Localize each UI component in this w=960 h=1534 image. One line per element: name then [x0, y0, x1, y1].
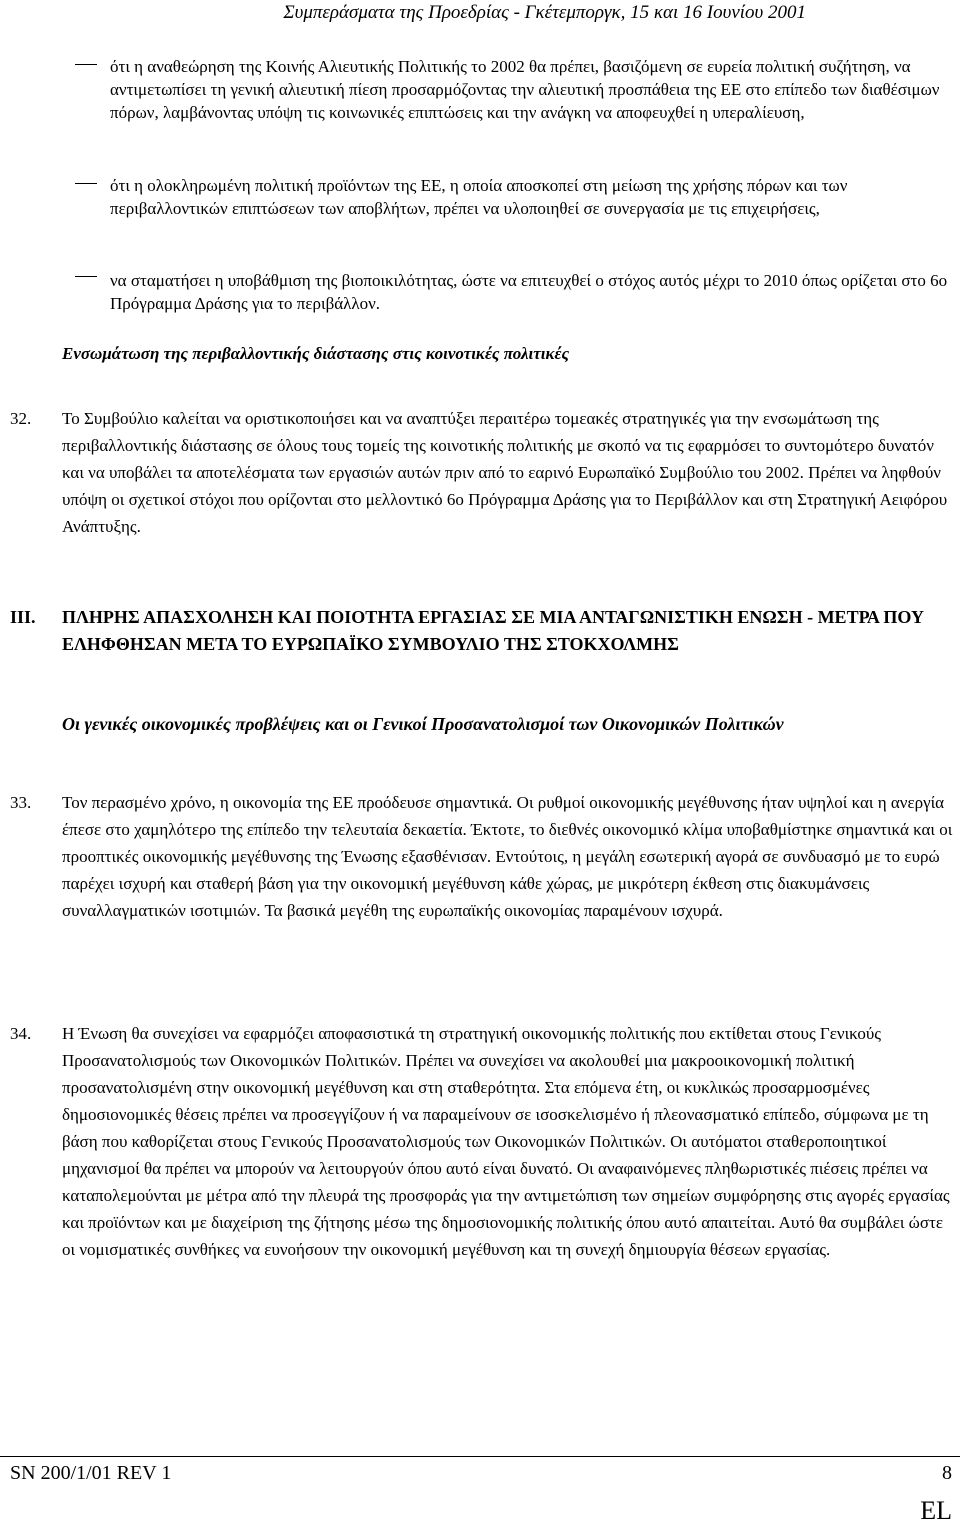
paragraph-number: 34.	[10, 1024, 32, 1043]
subheading-environment-integration: Ενσωμάτωση της περιβαλλοντικής διάστασης στις κοινοτικές πολιτικές	[62, 344, 570, 363]
section-number: III.	[10, 607, 36, 627]
bullet-dash	[75, 183, 97, 184]
subheading-economic-forecasts: Οι γενικές οικονομικές προβλέψεις και οι Γενικοί Προσανατολισμοί των Οικονομικών Πολιτικών	[62, 714, 784, 734]
language-code: EL	[920, 1496, 952, 1525]
running-header: Συμπεράσματα της Προεδρίας - Γκέτεμποργκ, 15 και 16 Ιουνίου 2001	[283, 2, 806, 23]
bullet-dash	[75, 64, 97, 65]
section-title: ΠΛΗΡΗΣ ΑΠΑΣΧΟΛΗΣΗ ΚΑΙ ΠΟΙΟΤΗΤΑ ΕΡΓΑΣΙΑΣ ΣΕ ΜΙΑ ΑΝΤΑΓΩΝΙΣΤΙΚΗ ΕΝΩΣΗ - ΜΕΤΡΑ ΠΟΥ ΕΛΗΦΘΗΣΑΝ ΜΕΤΑ ΤΟ ΕΥΡΩΠΑΪΚΟ ΣΥΜΒΟΥΛΙΟ ΤΗΣ ΣΤΟΚΧΟΛΜΗΣ	[62, 607, 924, 654]
paragraph-number: 33.	[10, 793, 32, 812]
page-number: 8	[942, 1462, 952, 1484]
bullet-item: ότι η ολοκληρωμένη πολιτική προϊόντων της ΕΕ, η οποία αποσκοπεί στη μείωση της χρήσης πόρων και των περιβαλλοντικών επιπτώσεων των αποβλήτων, πρέπει να υλοποιηθεί σε συνεργασία με τις επιχειρήσεις,	[110, 176, 848, 218]
bullet-item: να σταματήσει η υποβάθμιση της βιοποικιλότητας, ώστε να επιτευχθεί ο στόχος αυτός μέχρι το 2010 όπως ορίζεται στο 6ο Πρόγραμμα Δράσης για το περιβάλλον.	[110, 271, 948, 313]
paragraph-33: Τον περασμένο χρόνο, η οικονομία της ΕΕ προόδευσε σημαντικά. Οι ρυθμοί οικονομικής μεγέθυνσης ήταν υψηλοί και η ανεργία έπεσε στο χαμηλότερο της επίπεδο την τελευταία δεκαετία. Έκτοτε, το διεθνές οικονομικό κλίμα υποβαθμίστηκε σημαντικά και οι προοπτικές οικονομικής μεγέθυνσης της Ένωσης εξασθένισαν. Εντούτοις, η μεγάλη εσωτερική αγορά σε συνδυασμό με το ευρώ παρέχει ισχυρή και σταθερή βάση για την οικονομική μεγέθυνση κάθε χώρας, με μικρότερη έκθεση στις διακυμάνσεις συναλλαγματικών ισοτιμιών. Τα βασικά μεγέθη της ευρωπαϊκής οικονομίας παραμένουν ισχυρά.	[62, 793, 953, 920]
paragraph-34: Η Ένωση θα συνεχίσει να εφαρμόζει αποφασιστικά τη στρατηγική οικονομικής πολιτικής που εκτίθεται στους Γενικούς Προσανατολισμούς των Οικονομικών Πολιτικών. Πρέπει να συνεχίσει να ακολουθεί μια μακροοικονομική πολιτική προσανατολισμένη στην οικονομική μεγέθυνση και στη σταθερότητα. Στα επόμενα έτη, οι κυκλικώς προσαρμοσμένες δημοσιονομικές θέσεις πρέπει να προσεγγίζουν ή να παραμείνουν σε ισοσκελισμένο ή πλεονασματικό επίπεδο, σύμφωνα με τη βάση που καθορίζεται στους Γενικούς Προσανατολισμούς των Οικονομικών Πολιτικών. Οι αυτόματοι σταθεροποιητικοί μηχανισμοί θα πρέπει να μπορούν να λειτουργούν όπου αυτό είναι δυνατό. Οι αναφαινόμενες πληθωριστικές πιέσεις πρέπει να καταπολεμούνται με μέτρα από την πλευρά της προσφοράς για την αντιμετώπιση των σημείων συμφόρησης στις αγορές εργασίας και προϊόντων και με διαχείριση της ζήτησης μέσω της δημοσιονομικής πολιτικής όπου αυτό απαιτείται. Αυτό θα συμβάλει ώστε οι νομισματικές συνθήκες να ευνοήσουν την οικονομική μεγέθυνση και τη συνεχή δημιουργία θέσεων εργασίας.	[62, 1024, 950, 1259]
document-reference: SN 200/1/01 REV 1	[10, 1462, 172, 1484]
paragraph-number: 32.	[10, 409, 32, 428]
bullet-dash	[75, 276, 97, 277]
bullet-item: ότι η αναθεώρηση της Κοινής Αλιευτικής Πολιτικής το 2002 θα πρέπει, βασιζόμενη σε ευρεία πολιτική συζήτηση, να αντιμετωπίσει τη γενική αλιευτική πίεση προσαρμόζοντας την αλιευτική προσπάθεια της ΕΕ στο επίπεδο των διαθέσιμων πόρων, λαμβάνοντας υπόψη τις κοινωνικές επιπτώσεις και την ανάγκη να αποφευχθεί η υπεραλίευση,	[110, 57, 940, 122]
paragraph-32: Το Συμβούλιο καλείται να οριστικοποιήσει και να αναπτύξει περαιτέρω τομεακές στρατηγικές για την ενσωμάτωση της περιβαλλοντικής διάστασης σε όλους τους τομείς της κοινοτικής πολιτικής με σκοπό να τις εφαρμόσει το συντομότερο δυνατόν και να υποβάλει τα αποτελέσματα των εργασιών αυτών πριν από το εαρινό Ευρωπαϊκό Συμβούλιο του 2002. Πρέπει να ληφθούν υπόψη οι σχετικοί στόχοι που ορίζονται στο μελλοντικό 6ο Πρόγραμμα Δράσης για το Περιβάλλον και στη Στρατηγική Αειφόρου Ανάπτυξης.	[62, 409, 948, 536]
footer-divider	[0, 1456, 960, 1457]
